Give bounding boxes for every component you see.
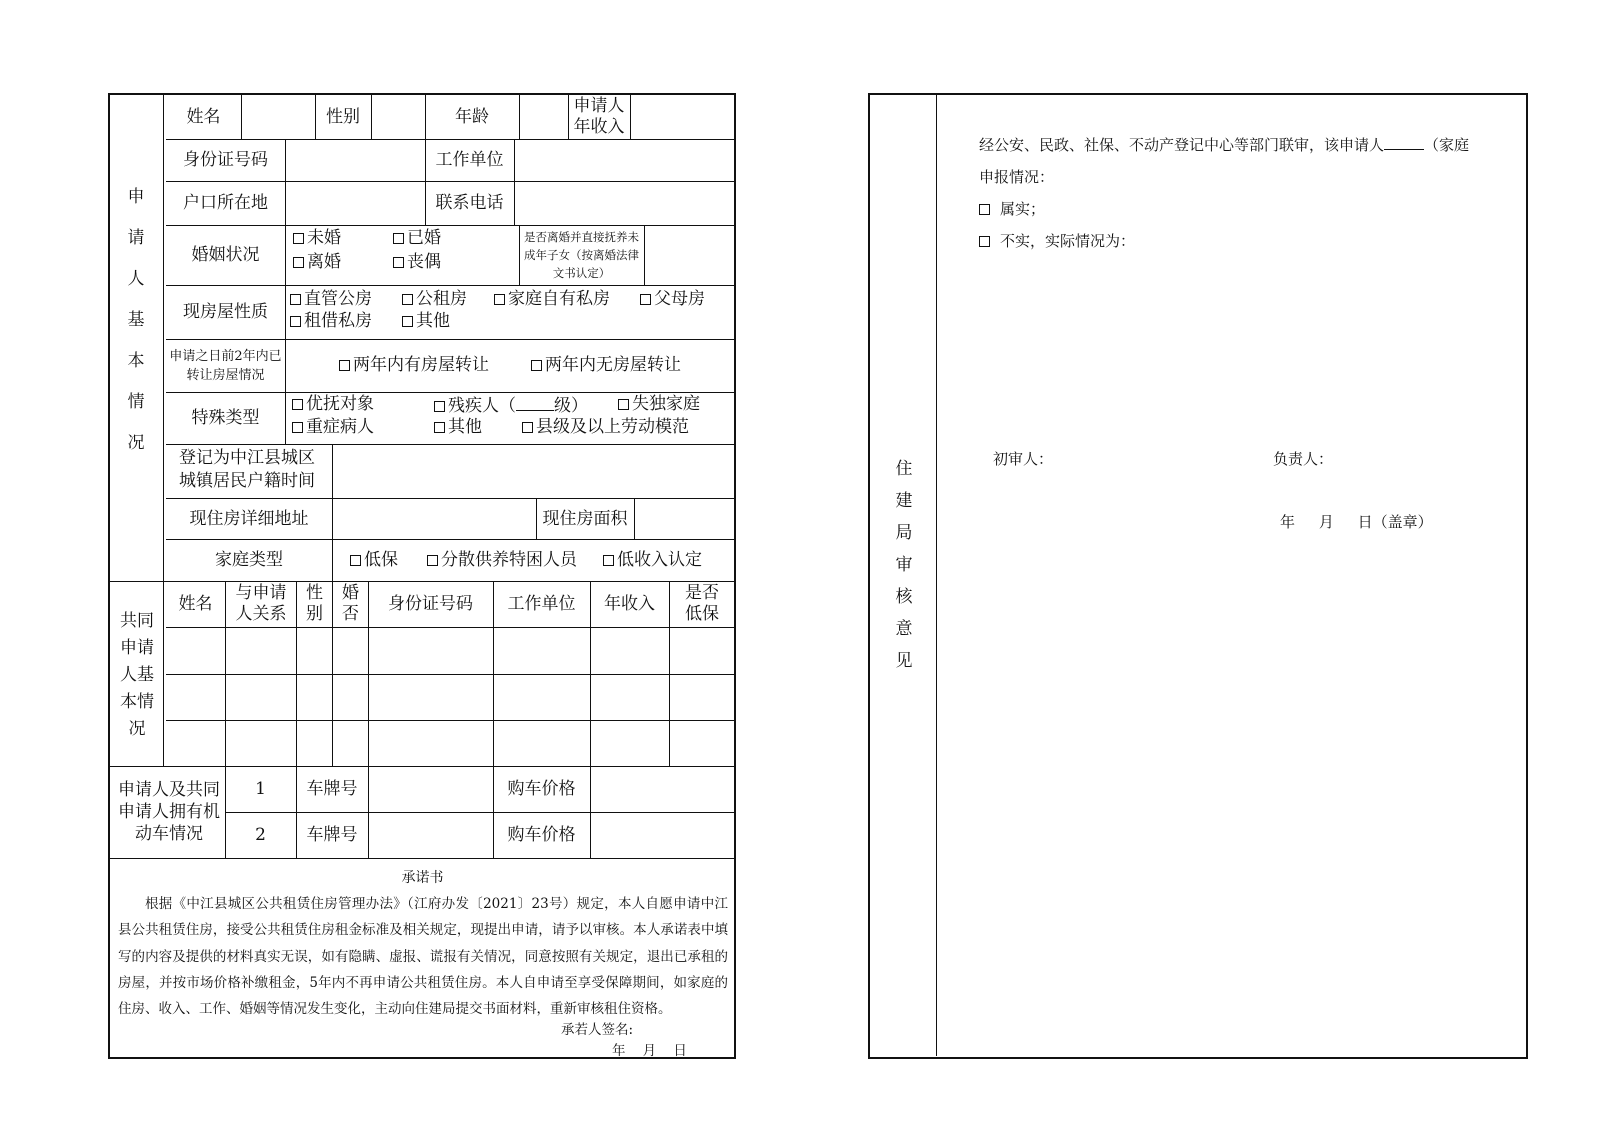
employer-label: 工作单位	[435, 150, 504, 170]
column-divider	[163, 95, 164, 766]
checkbox-icon	[290, 294, 301, 305]
column-divider	[514, 139, 515, 225]
family-option-subsistence[interactable]: 低保	[350, 550, 398, 570]
custody-question-label: 是否离婚并直接抚养未成年子女（按离婚法律文书认定）	[524, 230, 639, 280]
checkbox-icon	[531, 360, 542, 371]
checkbox-icon	[339, 360, 350, 371]
review-section-label: 住建局审核意见	[895, 459, 913, 671]
phone-label: 联系电话	[435, 193, 504, 213]
checkbox-icon	[402, 294, 413, 305]
housing-option-rented-private[interactable]: 租借私房	[290, 311, 372, 331]
checkbox-icon	[393, 233, 404, 244]
column-divider	[371, 95, 372, 139]
column-divider	[285, 392, 286, 444]
plate-number-label: 车牌号	[306, 825, 358, 845]
responsible-person-label: 负责人：	[1273, 450, 1334, 468]
family-type-label: 家庭类型	[215, 550, 283, 570]
plate-number-label: 车牌号	[306, 779, 358, 799]
applicant-section-label: 申请人基本情况	[127, 187, 145, 453]
pledge-signature-label: 承若人签名:	[561, 1022, 634, 1038]
special-option-serious-illness[interactable]: 重症病人	[292, 417, 374, 437]
checkbox-icon	[618, 399, 629, 410]
column-divider	[519, 225, 520, 285]
column-divider	[936, 95, 937, 1056]
pledge-date-label: 年 月 日	[612, 1043, 687, 1059]
column-divider	[519, 95, 520, 139]
first-reviewer-label: 初审人：	[993, 450, 1054, 468]
checkbox-icon	[427, 555, 438, 566]
checkbox-icon	[293, 233, 304, 244]
checkbox-icon	[290, 316, 301, 327]
row-divider	[166, 444, 735, 445]
column-divider	[368, 766, 369, 858]
co-header-relationship: 与申请人关系	[235, 583, 287, 624]
special-option-bereaved-family[interactable]: 失独家庭	[618, 394, 700, 414]
checkbox-icon	[292, 422, 303, 433]
application-form-page	[108, 93, 736, 1059]
marital-option-divorced[interactable]: 离婚	[293, 252, 341, 272]
marital-option-married[interactable]: 已婚	[393, 228, 441, 248]
column-divider	[285, 225, 286, 285]
co-header-id-number: 身份证号码	[388, 594, 473, 614]
checkbox-icon	[979, 204, 990, 215]
vehicle-section-label: 申请人及共同申请人拥有机动车情况	[118, 780, 220, 844]
hukou-registration-time-label: 登记为中江县城区城镇居民户籍时间	[179, 448, 315, 491]
special-option-disabled[interactable]: 残疾人（ 级）	[434, 394, 588, 416]
column-divider	[332, 444, 333, 498]
purchase-price-label: 购车价格	[507, 779, 576, 799]
co-header-married: 婚否	[342, 583, 359, 624]
column-divider	[634, 498, 635, 539]
name-label: 姓名	[186, 107, 221, 127]
column-divider	[590, 766, 591, 858]
checkbox-icon	[434, 401, 445, 412]
housing-option-other[interactable]: 其他	[402, 311, 450, 331]
row-divider	[166, 674, 735, 675]
co-header-subsistence: 是否低保	[685, 583, 719, 624]
pledge-body: 根据《中江县城区公共租赁住房管理办法》（江府办发〔2021〕23号）规定，本人自愿申请中江县公共租赁住房，接受公共租赁住房租金标准及相关规定，现提出申请，请予以审核。本人承诺表中填写的内容及提供的材料真实无误，如有隐瞒、虚报、谎报有关情况，同意按照有关规定，退出已承租的房屋，并按市场价格补缴租金，5年内不再申请公共租赁住房。本人自申请至享受保障期间，如家庭的住房、收入、工作、婚姻等情况发生变化，主动向住建局提交书面材料，重新审核租住资格。	[118, 896, 728, 1018]
special-type-label: 特殊类型	[191, 408, 260, 428]
hukou-label: 户口所在地	[183, 193, 268, 213]
column-divider	[225, 581, 226, 766]
vehicle-row-number: 2	[255, 825, 266, 845]
column-divider	[285, 139, 286, 225]
co-header-employer: 工作单位	[507, 594, 576, 614]
review-date-seal-label: 年 月 日（盖章）	[1280, 513, 1433, 531]
housing-option-family-owned[interactable]: 家庭自有私房	[494, 289, 610, 309]
checkbox-icon	[292, 399, 303, 410]
id-number-label: 身份证号码	[183, 150, 268, 170]
checkbox-icon	[522, 422, 533, 433]
applicant-name-blank[interactable]	[1384, 131, 1424, 150]
checkbox-icon	[402, 316, 413, 327]
address-label: 现住房详细地址	[189, 508, 309, 529]
column-divider	[241, 95, 242, 139]
column-divider	[285, 339, 286, 392]
co-header-name: 姓名	[178, 594, 213, 614]
gender-label: 性别	[326, 107, 360, 127]
checkbox-icon	[640, 294, 651, 305]
review-option-false[interactable]: 不实，实际情况为：	[979, 225, 1135, 257]
housing-area-label: 现住房面积	[542, 508, 628, 529]
row-divider	[166, 720, 735, 721]
review-opinion-page	[868, 93, 1528, 1059]
age-label: 年龄	[455, 107, 489, 127]
vehicle-row-number: 1	[255, 779, 266, 799]
disability-level-blank[interactable]	[516, 394, 554, 411]
checkbox-icon	[603, 555, 614, 566]
checkbox-icon	[350, 555, 361, 566]
marital-option-unmarried[interactable]: 未婚	[293, 228, 341, 248]
column-divider	[644, 225, 645, 285]
marital-status-label: 婚姻状况	[191, 245, 260, 265]
checkbox-icon	[293, 257, 304, 268]
column-divider	[669, 581, 670, 766]
checkbox-icon	[494, 294, 505, 305]
row-divider	[166, 627, 735, 628]
checkbox-icon	[979, 236, 990, 247]
pledge-title: 承诺书	[401, 870, 444, 886]
special-option-model-worker[interactable]: 县级及以上劳动模范	[522, 417, 689, 437]
transfer-status-label: 申请之日前2年内已转让房屋情况	[169, 348, 282, 383]
column-divider	[285, 285, 286, 339]
housing-option-public-rental[interactable]: 公租房	[402, 289, 467, 309]
section-divider	[110, 858, 735, 859]
checkbox-icon	[434, 422, 445, 433]
housing-option-public-managed[interactable]: 直管公房	[290, 289, 372, 309]
transfer-option-no[interactable]: 两年内无房屋转让	[531, 355, 681, 375]
family-option-extreme-poverty[interactable]: 分散供养特困人员	[427, 550, 577, 570]
co-header-gender: 性别	[306, 583, 323, 624]
purchase-price-label: 购车价格	[507, 825, 576, 845]
review-statement-line1: 经公安、民政、社保、不动产登记中心等部门联审，该申请人 （家庭	[979, 129, 1469, 161]
checkbox-icon	[393, 257, 404, 268]
column-divider	[332, 498, 333, 539]
housing-option-parents[interactable]: 父母房	[640, 289, 705, 309]
annual-income-label: 申请人年收入	[573, 96, 625, 137]
review-statement-line2: 申报情况：	[979, 168, 1055, 186]
family-option-low-income[interactable]: 低收入认定	[603, 550, 702, 570]
marital-option-widowed[interactable]: 丧偶	[393, 252, 441, 272]
transfer-option-yes[interactable]: 两年内有房屋转让	[339, 355, 489, 375]
co-header-annual-income: 年收入	[604, 594, 655, 614]
review-option-true[interactable]: 属实；	[979, 193, 1045, 225]
column-divider	[332, 539, 333, 581]
co-applicant-section-label: 共同申请人基本情况	[120, 610, 154, 739]
housing-nature-label: 现房屋性质	[183, 302, 268, 322]
column-divider	[630, 95, 631, 139]
column-divider	[568, 95, 569, 139]
special-option-preferential[interactable]: 优抚对象	[292, 394, 374, 414]
special-option-other[interactable]: 其他	[434, 417, 482, 437]
